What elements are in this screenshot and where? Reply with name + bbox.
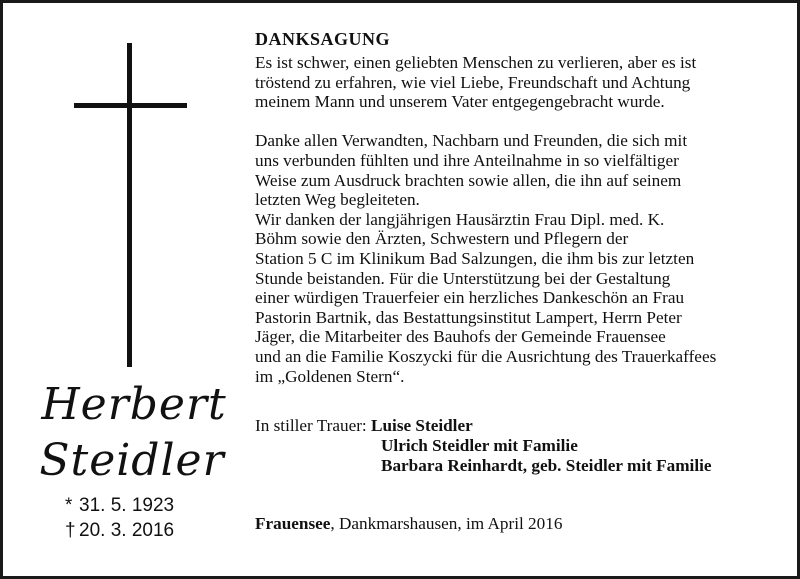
text-line: Jäger, die Mitarbeiter des Bauhofs der Gemeinde Frauensee <box>255 327 666 347</box>
text-line: tröstend zu erfahren, wie viel Liebe, Freundschaft und Achtung <box>255 72 691 92</box>
text-line: Es ist schwer, einen geliebten Menschen zu verlieren, aber es ist <box>255 53 697 72</box>
place-and-date <box>255 514 562 534</box>
death-date: 20. 3. 2016 <box>79 520 175 541</box>
text-line: Weise zum Ausdruck brachten sowie allen, die ihn auf seinem <box>255 170 682 190</box>
paragraph-spacer <box>255 112 795 132</box>
cross-vertical-bar <box>127 43 132 367</box>
text-line: einer würdigen Trauerfeier ein herzliches Dankeschön an Frau <box>255 288 685 308</box>
text-line: letzten Weg begleiteten. <box>255 190 420 210</box>
mourner-name: Ulrich Steidler mit Familie <box>381 436 578 455</box>
text-line: Böhm sowie den Ärzten, Schwestern und Pflegern der <box>255 229 629 249</box>
notice-paragraph-1 <box>255 53 795 112</box>
text-line: Stunde beistanden. Für die Unterstützung bei der Gestaltung <box>255 268 671 288</box>
text-line: Station 5 C im Klinikum Bad Salzungen, die ihm bis zur letzten <box>255 248 695 268</box>
death-date-row <box>65 518 174 543</box>
notice-paragraph-2 <box>255 131 795 386</box>
place-date-rest: , Dankmarshausen, im April 2016 <box>330 514 563 533</box>
deceased-first-name: Herbert <box>41 379 227 430</box>
birth-date: 31. 5. 1923 <box>79 495 175 516</box>
text-line: Pastorin Bartnik, das Bestattungsinstitut Lampert, Herrn Peter <box>255 307 682 327</box>
text-line: uns verbunden fühlten und ihre Anteilnahme in so vielfältiger <box>255 150 679 170</box>
mourner-name: Luise Steidler <box>371 416 473 435</box>
birth-date-row <box>65 493 174 518</box>
mourners-label: In stiller Trauer: <box>255 416 367 435</box>
notice-text <box>255 29 795 386</box>
text-line: meinem Mann und unserem Vater entgegengebracht wurde. <box>255 92 665 112</box>
life-dates <box>65 493 174 543</box>
text-line: und an die Familie Koszycki für die Ausrichtung des Trauerkaffees <box>255 346 717 366</box>
mourner-row <box>255 416 795 436</box>
place-name: Frauensee <box>255 514 331 533</box>
deceased-last-name: Steidler <box>39 435 225 486</box>
mourners-block <box>255 416 795 476</box>
text-line: im „Goldenen Stern“. <box>255 366 405 386</box>
text-line: Danke allen Verwandten, Nachbarn und Freunden, die sich mit <box>255 131 688 151</box>
notice-heading: DANKSAGUNG <box>255 29 391 49</box>
text-line: Wir danken der langjährigen Hausärztin Frau Dipl. med. K. <box>255 209 665 229</box>
death-dagger-icon: † <box>65 520 76 541</box>
cross-horizontal-bar <box>74 103 187 108</box>
birth-star-icon: * <box>65 495 73 516</box>
mourner-name: Barbara Reinhardt, geb. Steidler mit Familie <box>381 456 712 475</box>
